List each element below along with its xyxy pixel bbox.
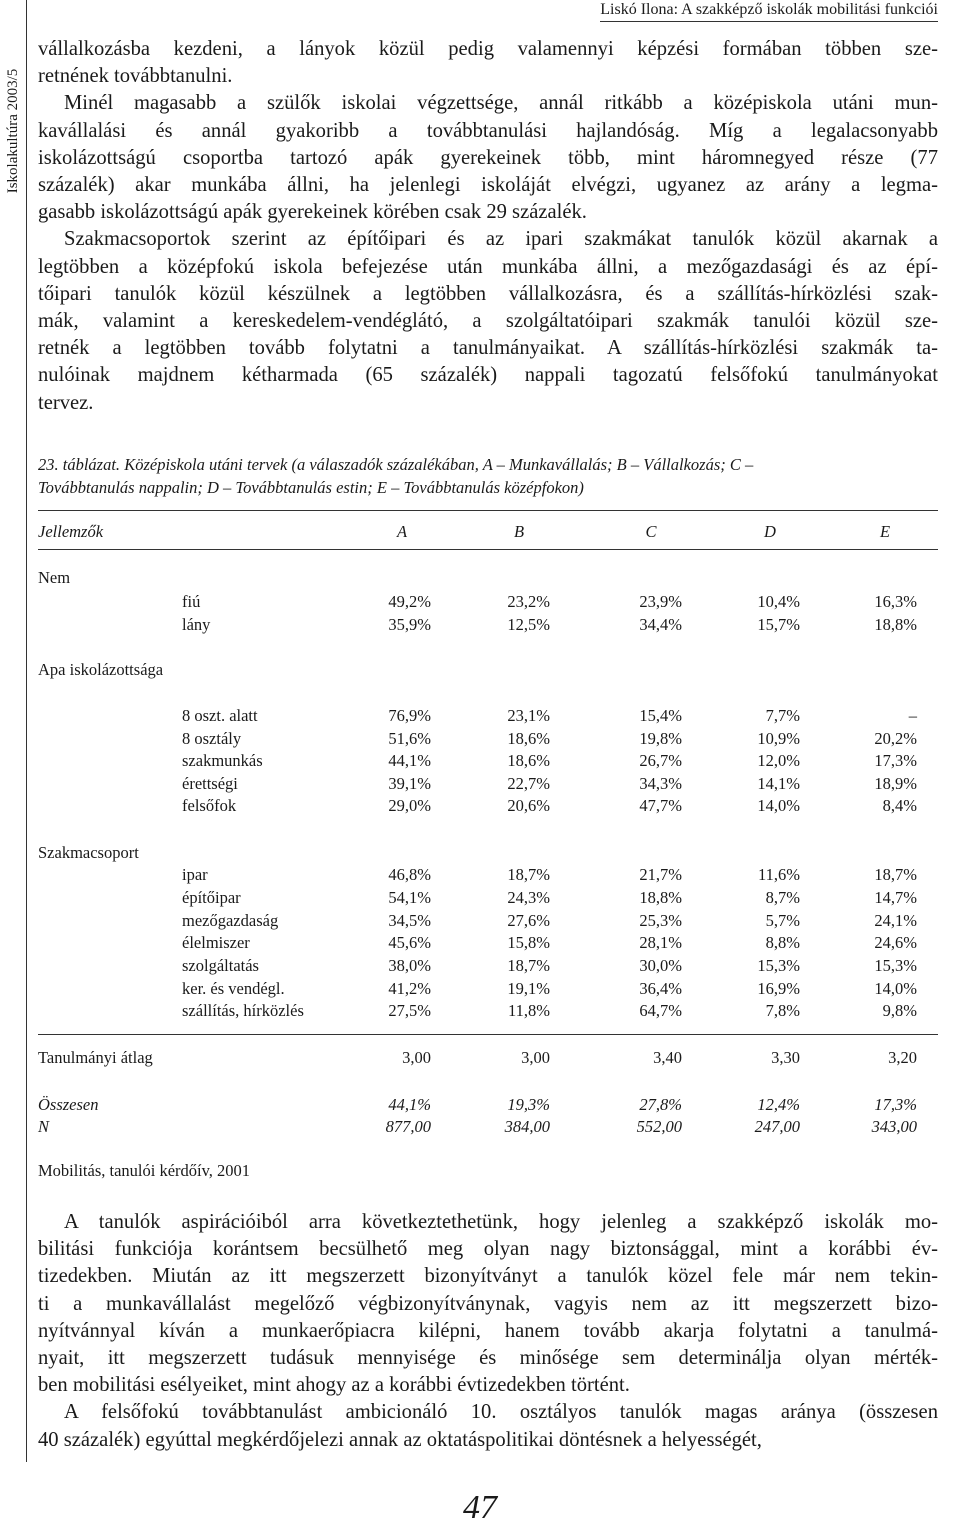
table-avg-value: 3,40 <box>653 1048 682 1067</box>
table-value: 18,6% <box>507 729 550 748</box>
table-value: 18,8% <box>874 615 917 634</box>
table-value: 18,7% <box>874 865 917 884</box>
table-value: 36,4% <box>639 979 682 998</box>
table-row-label: felsőfok <box>182 796 237 815</box>
body-text-top <box>38 36 938 417</box>
paragraph <box>38 36 938 90</box>
table-total-value: 877,00 <box>385 1117 431 1136</box>
text-line: gasabb iskolázottságú apák gyerekeinek körében csak 29 százalék. <box>38 201 587 224</box>
table-caption-text-1: Középiskola utáni tervek (a válaszadók százalékában, A – Munkavállalás; B – Vállalkozás; C – <box>124 455 754 474</box>
table-value: 23,1% <box>507 706 550 725</box>
table-value: 9,8% <box>882 1001 917 1020</box>
table-value: 24,6% <box>874 933 917 952</box>
table-value: 11,8% <box>507 1001 550 1020</box>
text-line: nulóinak majdnem kétharmada (65 százalék) nappali tagozatú felsőfokú tanulmányokat <box>38 364 938 387</box>
table-total-value: 44,1% <box>388 1095 431 1114</box>
table-total-value: 247,00 <box>754 1117 800 1136</box>
text-line: Szakmacsoportok szerint az építőipari és az ipari szakmákat tanulók közül akarnak a <box>64 228 938 251</box>
text-line: retnék a legtöbben tovább folytatni a tanulmányaikat. A szállítás-hírközlési szakmák ta- <box>38 337 938 360</box>
table-value: 41,2% <box>388 979 431 998</box>
table-value: 27,6% <box>507 911 550 930</box>
table-value: 8,4% <box>882 796 917 815</box>
table-row-label: 8 oszt. alatt <box>182 706 258 725</box>
table-value: 23,9% <box>639 592 682 611</box>
table-value: 11,6% <box>757 865 800 884</box>
text-line: 40 százalék) egyúttal megkérdőjelezi annak az oktatáspolitikai döntésnek a helyességét, <box>38 1428 762 1451</box>
table-body-rule <box>38 1034 938 1035</box>
side-rule <box>26 0 27 1462</box>
table-row-label: élelmiszer <box>182 933 250 952</box>
table-value: 18,6% <box>507 751 550 770</box>
table-header-col: E <box>879 522 891 541</box>
table-source: Mobilitás, tanulói kérdőív, 2001 <box>38 1161 251 1180</box>
text-line: legtöbben a középfokú iskola befejezése után munkába állni, a mezőgazdasági és az épí- <box>38 255 938 278</box>
table-value: 16,9% <box>757 979 800 998</box>
paragraph <box>38 90 938 226</box>
page-number: 47 <box>463 1489 497 1526</box>
table-value: 15,4% <box>639 706 682 725</box>
table-header-col: B <box>513 522 525 541</box>
table-header-col: A <box>396 522 408 541</box>
table-value: 27,5% <box>388 1001 431 1020</box>
table-avg-value: 3,00 <box>521 1048 550 1067</box>
text-line: ben mobilitási esélyeiket, mint ahogy az a korábbi évtizedekben történt. <box>38 1374 630 1397</box>
body-text-bottom <box>38 1209 938 1454</box>
table-row-label: fiú <box>182 592 201 611</box>
table-value: 45,6% <box>388 933 431 952</box>
text-line: tőipari tanulók közül készülnek a legtöbben vállalkozásra, és a szállítás-hírközlési szak- <box>38 282 938 305</box>
paragraph <box>38 1209 938 1399</box>
text-line: ti a munkavállalást megelőző végbizonyítványnak, vagyis nem az itt megszerzett bizo- <box>38 1292 938 1315</box>
table-total-value: 27,8% <box>639 1095 682 1114</box>
table-value: 29,0% <box>388 796 431 815</box>
text-line: tervez. <box>38 391 94 414</box>
text-line: nyítvánnyal kíván a munkaerőpiacra kilépni, hanem tovább akarja folytatni a tanulmá- <box>38 1319 938 1342</box>
table-value: 34,3% <box>639 774 682 793</box>
table-value: 51,6% <box>388 729 431 748</box>
table-value: 18,7% <box>507 956 550 975</box>
table-value: – <box>908 706 917 725</box>
table-total-value: 384,00 <box>504 1117 550 1136</box>
table-value: 12,0% <box>757 751 800 770</box>
table-row-label: szolgáltatás <box>182 956 259 975</box>
table-value: 23,2% <box>507 592 550 611</box>
table-caption-text-2: Továbbtanulás nappalin; D – Továbbtanulás estin; E – Továbbtanulás középfokon) <box>38 478 584 497</box>
table-value: 54,1% <box>388 888 431 907</box>
table-value: 15,7% <box>757 615 800 634</box>
table-value: 22,7% <box>507 774 550 793</box>
table-total-label: N <box>38 1117 50 1136</box>
table-total-value: 12,4% <box>757 1095 800 1114</box>
text-line: kavállalási és annál gyakoribb a továbbtanulási hajlandóság. Míg a legalacsonyabb <box>38 119 938 142</box>
table-group-title: Szakmacsoport <box>38 843 139 862</box>
table-value: 34,5% <box>388 911 431 930</box>
table-header-label: Jellemzők <box>38 522 104 541</box>
text-line: mák, valamint a kereskedelem-vendéglátó, a szolgáltatóipari szakmák tanulói közül sze- <box>38 310 938 333</box>
table-value: 35,9% <box>388 615 431 634</box>
table-value: 49,2% <box>388 592 431 611</box>
table-value: 10,9% <box>757 729 800 748</box>
table-group-title: Nem <box>38 568 71 587</box>
table-value: 21,7% <box>639 865 682 884</box>
table-value: 14,0% <box>874 979 917 998</box>
table-row-label: ker. és vendégl. <box>182 979 285 998</box>
table-value: 30,0% <box>639 956 682 975</box>
table-value: 46,8% <box>388 865 431 884</box>
table-avg-value: 3,20 <box>888 1048 917 1067</box>
table-value: 14,1% <box>757 774 800 793</box>
table-value: 38,0% <box>388 956 431 975</box>
table-group-title: Apa iskolázottsága <box>38 660 164 679</box>
table-total-value: 19,3% <box>507 1095 550 1114</box>
table-value: 19,1% <box>507 979 550 998</box>
table-total-value: 343,00 <box>871 1117 917 1136</box>
table-value: 15,3% <box>874 956 917 975</box>
table-value: 24,1% <box>874 911 917 930</box>
table-value: 14,0% <box>757 796 800 815</box>
table-value: 26,7% <box>639 751 682 770</box>
table-avg-value: 3,00 <box>402 1048 431 1067</box>
text-line: százalék) akar munkába állni, ha jelenlegi iskoláját elvégzi, ugyanez az arány a legma- <box>38 174 938 197</box>
table-row-label: lány <box>182 615 211 634</box>
table-total-value: 17,3% <box>874 1095 917 1114</box>
text-line: nyait, itt megszerzett tudásuk mennyisége és minősége sem determinálja olyan mérték- <box>38 1347 938 1370</box>
table-value: 44,1% <box>388 751 431 770</box>
table-value: 17,3% <box>874 751 917 770</box>
table-header-col: D <box>764 522 776 541</box>
table-row-label: érettségi <box>182 774 238 793</box>
table-total-label: Összesen <box>38 1095 99 1114</box>
table-value: 24,3% <box>507 888 550 907</box>
table-value: 16,3% <box>874 592 917 611</box>
table-value: 18,7% <box>507 865 550 884</box>
table-row-label: építőipar <box>182 888 241 907</box>
table-row-label: ipar <box>182 865 208 884</box>
table-top-rule <box>38 510 938 511</box>
paragraph <box>38 226 938 416</box>
table-value: 8,7% <box>765 888 800 907</box>
table-value: 18,9% <box>874 774 917 793</box>
table-header-rule <box>38 549 938 550</box>
table-value: 20,6% <box>507 796 550 815</box>
table-value: 15,8% <box>507 933 550 952</box>
table-value: 20,2% <box>874 729 917 748</box>
table-avg-value: 3,30 <box>771 1048 800 1067</box>
journal-side-label: Iskolakultúra 2003/5 <box>5 68 21 194</box>
text-line: A tanulók aspirációiból arra következtethetünk, hogy jelenleg a szakképző iskolák mo- <box>64 1211 938 1233</box>
table-value: 19,8% <box>639 729 682 748</box>
table-value: 8,8% <box>765 933 800 952</box>
text-line: iskolázottságú csoportba tartozó apák gyerekeinek több, mint háromnegyed része (77 <box>38 146 938 169</box>
text-line: Minél magasabb a szülők iskolai végzettsége, annál ritkább a középiskola utáni mun- <box>64 92 938 115</box>
table-value: 18,8% <box>639 888 682 907</box>
table-value: 7,8% <box>765 1001 800 1020</box>
table-row-label: mezőgazdaság <box>182 911 279 930</box>
table-row-label: szakmunkás <box>182 751 263 770</box>
table-avg-label: Tanulmányi átlag <box>38 1048 153 1067</box>
text-line: vállalkozásba kezdeni, a lányok közül pedig valamennyi képzési formában többen sze- <box>38 38 938 60</box>
table-value: 10,4% <box>757 592 800 611</box>
text-line: A felsőfokú továbbtanulást ambicionáló 10. osztályos tanulók magas aránya (összesen <box>64 1401 938 1424</box>
table-row-label: 8 osztály <box>182 729 242 748</box>
table-value: 47,7% <box>639 796 682 815</box>
table-row-label: szállítás, hírközlés <box>182 1001 304 1020</box>
table-value: 15,3% <box>757 956 800 975</box>
table-value: 5,7% <box>765 911 800 930</box>
table-value: 12,5% <box>507 615 550 634</box>
paragraph <box>38 1399 938 1453</box>
table-header-col: C <box>645 522 657 541</box>
text-line: retnének továbbtanulni. <box>38 65 233 88</box>
table-value: 14,7% <box>874 888 917 907</box>
table-caption <box>38 453 938 499</box>
table-caption-label: 23. táblázat. <box>38 455 121 474</box>
text-line: tizedekben. Miután az itt megszerzett bizonyítványt a tanulók közel fele már nem tekin- <box>38 1265 938 1288</box>
table-value: 25,3% <box>639 911 682 930</box>
table-value: 34,4% <box>639 615 682 634</box>
text-line: bilitási funkciója korántsem becsülhető meg olyan nagy biztonsággal, mint a korábbi év- <box>38 1238 938 1261</box>
table-value: 64,7% <box>639 1001 682 1020</box>
table-value: 28,1% <box>639 933 682 952</box>
table-value: 39,1% <box>388 774 431 793</box>
running-head: Liskó Ilona: A szakképző iskolák mobilitási funkciói <box>600 0 938 22</box>
table-value: 76,9% <box>388 706 431 725</box>
table-value: 7,7% <box>765 706 800 725</box>
table-total-value: 552,00 <box>636 1117 682 1136</box>
